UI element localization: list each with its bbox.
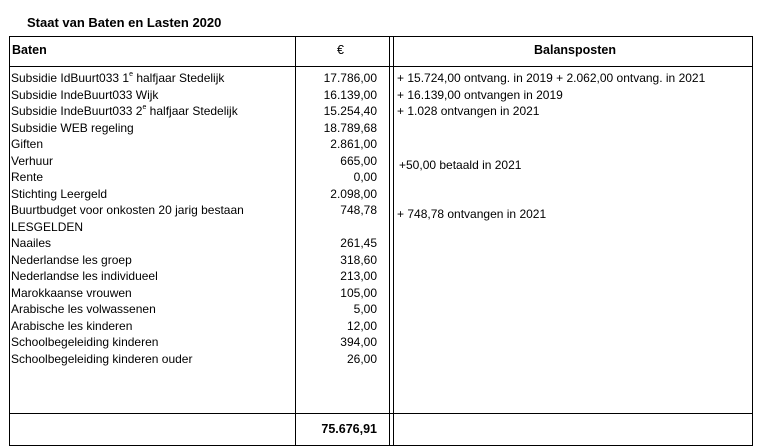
row-label <box>11 120 296 137</box>
row-label-text: Nederlandse les individueel <box>11 269 158 283</box>
total-amount: 75.676,91 <box>321 422 377 436</box>
row-label <box>11 87 296 104</box>
row-amount: 2.861,00 <box>330 137 377 151</box>
row-label <box>11 136 296 153</box>
row-label <box>11 153 296 170</box>
row-label <box>11 318 296 335</box>
row-label <box>11 70 296 87</box>
row-label-text: Schoolbegeleiding kinderen ouder <box>11 351 193 366</box>
row-label-text: Stichting Leergeld <box>11 186 108 201</box>
row-label-text: LESGELDEN <box>11 219 84 234</box>
row-label-text: Nederlandse les groep <box>11 252 132 267</box>
row-label <box>11 351 296 368</box>
row-balans-note <box>397 235 752 252</box>
row-balans-note <box>397 186 752 203</box>
row-amount: 261,45 <box>340 236 377 250</box>
row-label <box>11 219 296 236</box>
row-label-text: Subsidie IndeBuurt033 2 <box>11 104 143 118</box>
column-divider-2a <box>389 36 390 446</box>
header-divider <box>9 66 753 67</box>
row-amount: 105,00 <box>340 285 377 300</box>
ordinal-superscript: e <box>129 71 133 78</box>
row-label <box>11 186 296 203</box>
row-label-text: Naailes <box>11 236 52 250</box>
row-balans-note <box>397 285 752 302</box>
row-amount: 2.098,00 <box>330 186 377 201</box>
row-balans-note: + 748,78 ontvangen in 2021 <box>397 207 547 221</box>
row-label-text: Arabische les kinderen <box>11 318 133 333</box>
row-label-text: Arabische les volwassenen <box>11 302 156 316</box>
row-label-text: Subsidie IndeBuurt033 Wijk <box>11 87 159 102</box>
row-label-text: Subsidie IdBuurt033 1 <box>11 71 130 85</box>
row-amount: 26,00 <box>346 351 377 366</box>
ordinal-superscript: e <box>142 104 147 111</box>
row-label-text: Buurtbudget voor onkosten 20 jarig bestaan <box>11 203 244 217</box>
baten-column <box>11 70 296 367</box>
row-balans-note <box>397 136 752 153</box>
row-balans-note <box>397 334 752 351</box>
row-amount <box>297 219 377 236</box>
header-balansposten: Balansposten <box>534 43 616 57</box>
row-balans-note <box>397 351 752 368</box>
row-amount: 748,78 <box>340 203 377 217</box>
row-amount: 18.789,68 <box>323 120 377 135</box>
row-amount: 12,00 <box>346 318 377 333</box>
row-amount: 665,00 <box>340 153 377 168</box>
balansposten-column <box>397 70 752 367</box>
row-amount: 394,00 <box>340 335 377 349</box>
row-balans-note <box>397 120 752 137</box>
row-amount: 318,60 <box>340 252 377 267</box>
row-label-suffix: halfjaar Stedelijk <box>146 104 238 118</box>
row-balans-note: + 16.139,00 ontvangen in 2019 <box>397 87 563 102</box>
row-balans-note <box>397 252 752 269</box>
header-euro: € <box>337 43 344 57</box>
row-label-text: Subsidie WEB regeling <box>11 120 134 135</box>
row-label <box>11 252 296 269</box>
total-divider <box>9 413 753 414</box>
row-label-text: Giften <box>11 137 44 151</box>
row-balans-note: +50,00 betaald in 2021 <box>399 157 522 172</box>
row-label-text: Marokkaanse vrouwen <box>11 285 132 300</box>
row-balans-note: + 15.724,00 ontvang. in 2019 + 2.062,00 ontvang. in 2021 <box>397 71 706 85</box>
row-label <box>11 169 296 186</box>
row-label <box>11 301 296 318</box>
row-balans-note: + 1.028 ontvangen in 2021 <box>397 104 540 118</box>
row-balans-note <box>397 318 752 335</box>
header-baten: Baten <box>12 43 47 57</box>
row-label-text: Verhuur <box>11 153 54 168</box>
row-balans-note <box>397 301 752 318</box>
row-label <box>11 202 296 219</box>
row-label-text: Rente <box>11 170 44 184</box>
row-label <box>11 268 296 285</box>
row-amount: 0,00 <box>353 170 377 184</box>
amount-column <box>297 70 377 367</box>
row-label-suffix: halfjaar Stedelijk <box>133 71 225 85</box>
column-divider-2b <box>393 36 394 446</box>
row-label <box>11 103 296 120</box>
row-balans-note <box>397 268 752 285</box>
row-label <box>11 235 296 252</box>
row-label <box>11 334 296 351</box>
row-amount: 213,00 <box>340 269 377 283</box>
row-label <box>11 285 296 302</box>
row-amount: 16.139,00 <box>323 87 377 102</box>
document-title: Staat van Baten en Lasten 2020 <box>27 15 222 30</box>
row-amount: 17.786,00 <box>323 71 377 85</box>
row-label-text: Schoolbegeleiding kinderen <box>11 335 159 349</box>
row-amount: 15.254,40 <box>323 104 377 118</box>
row-amount: 5,00 <box>353 302 377 316</box>
